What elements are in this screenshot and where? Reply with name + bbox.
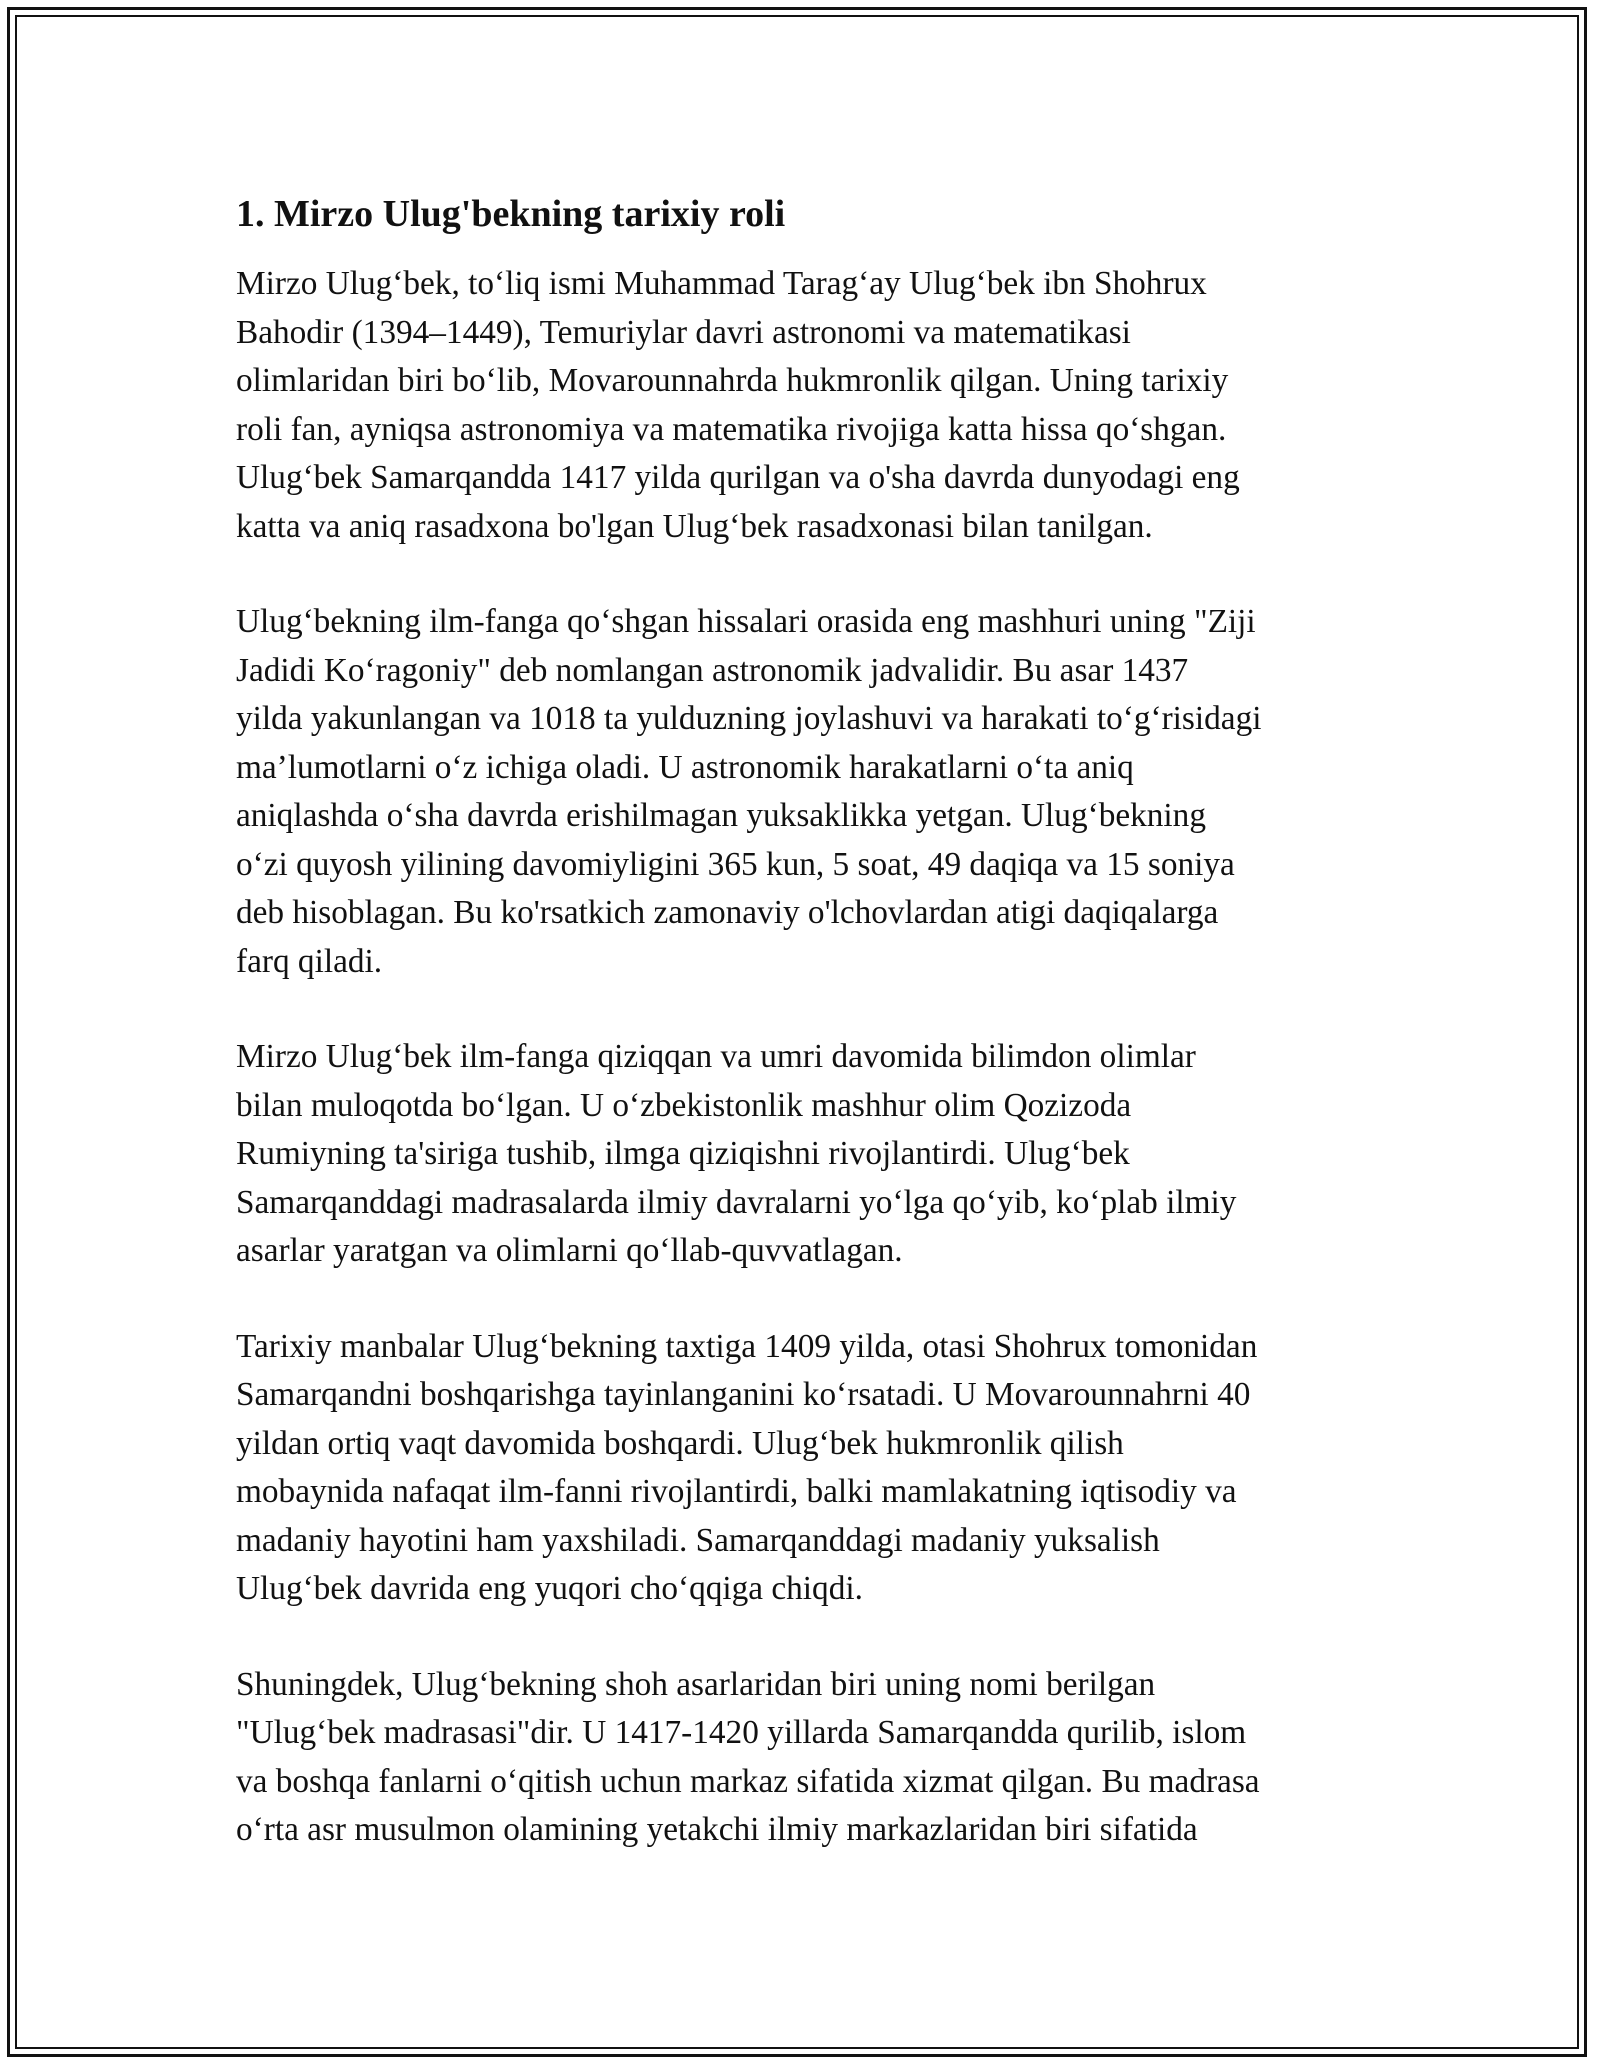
paragraph-line: va boshqa fanlarni o‘qitish uchun markaz sifatida xizmat qilgan. Bu madrasa bbox=[236, 1762, 1260, 1800]
paragraph-line: Shuningdek, Ulug‘bekning shoh asarlaridan biri uning nomi berilgan bbox=[236, 1665, 1156, 1703]
paragraph-line: ma’lumotlarni o‘z ichiga oladi. U astronomik harakatlarni o‘ta aniq bbox=[236, 748, 1134, 786]
section-heading: 1. Mirzo Ulug'bekning tarixiy roli bbox=[236, 193, 786, 235]
paragraph-line: Rumiyning ta'siriga tushib, ilmga qiziqishni rivojlantirdi. Ulug‘bek bbox=[236, 1135, 1130, 1172]
paragraph-line: aniqlashda o‘sha davrda erishilmagan yuksaklikka yetgan. Ulug‘bekning bbox=[236, 797, 1206, 834]
paragraph-line: katta va aniq rasadxona bo'lgan Ulug‘bek rasadxonasi bilan tanilgan. bbox=[236, 507, 1153, 545]
paragraph-line: roli fan, ayniqsa astronomiya va matematika rivojiga katta hissa qo‘shgan. bbox=[236, 410, 1227, 448]
paragraph-line: o‘zi quyosh yilining davomiyligini 365 kun, 5 soat, 49 daqiqa va 15 soniya bbox=[236, 845, 1235, 883]
paragraph-line: Mirzo Ulug‘bek ilm-fanga qiziqqan va umri davomida bilimdon olimlar bbox=[236, 1038, 1196, 1075]
paragraph-line: olimlaridan biri bo‘lib, Movarounnahrda hukmronlik qilgan. Uning tarixiy bbox=[236, 362, 1229, 399]
paragraph-line: Samarqandni boshqarishga tayinlanganini ko‘rsatadi. U Movarounnahrni 40 bbox=[236, 1376, 1251, 1413]
paragraph-line: Ulug‘bek Samarqandda 1417 yilda qurilgan va o'sha davrda dunyodagi eng bbox=[236, 459, 1240, 496]
paragraph-line: "Ulug‘bek madrasasi"dir. U 1417-1420 yillarda Samarqandda qurilib, islom bbox=[236, 1714, 1247, 1751]
paragraph-2 bbox=[236, 598, 1376, 986]
paragraph-line: mobaynida nafaqat ilm-fanni rivojlantirdi, balki mamlakatning iqtisodiy va bbox=[236, 1473, 1237, 1510]
paragraph-line: o‘rta asr musulmon olamining yetakchi ilmiy markazlaridan biri sifatida bbox=[236, 1811, 1198, 1848]
paragraph-line: Ulug‘bek davrida eng yuqori cho‘qqiga chiqdi. bbox=[236, 1570, 863, 1607]
paragraph-line: Jadidi Ko‘ragoniy" deb nomlangan astronomik jadvalidir. Bu asar 1437 bbox=[236, 651, 1189, 689]
paragraph-line: Tarixiy manbalar Ulug‘bekning taxtiga 1409 yilda, otasi Shohrux tomonidan bbox=[236, 1327, 1258, 1365]
paragraph-5 bbox=[236, 1661, 1376, 1855]
paragraph-line: madaniy hayotini ham yaxshiladi. Samarqanddagi madaniy yuksalish bbox=[236, 1521, 1160, 1559]
paragraph-line: farq qiladi. bbox=[236, 942, 383, 980]
paragraph-line: Ulug‘bekning ilm-fanga qo‘shgan hissalari orasida eng mashhuri uning "Ziji bbox=[236, 603, 1256, 640]
paragraph-line: Samarqanddagi madrasalarda ilmiy davralarni yo‘lga qo‘yib, ko‘plab ilmiy bbox=[236, 1183, 1237, 1221]
paragraph-4 bbox=[236, 1323, 1376, 1614]
paragraph-1 bbox=[236, 260, 1376, 551]
paragraph-3 bbox=[236, 1033, 1376, 1276]
document-body bbox=[236, 190, 1376, 1855]
paragraph-line: yildan ortiq vaqt davomida boshqardi. Ulug‘bek hukmronlik qilish bbox=[236, 1424, 1124, 1462]
paragraph-line: Bahodir (1394–1449), Temuriylar davri astronomi va matematikasi bbox=[236, 313, 1131, 351]
paragraph-line: yilda yakunlangan va 1018 ta yulduzning joylashuvi va harakati to‘g‘risidagi bbox=[236, 700, 1262, 737]
paragraph-line: bilan muloqotda bo‘lgan. U o‘zbekistonlik mashhur olim Qozizoda bbox=[236, 1086, 1132, 1124]
paragraph-line: deb hisoblagan. Bu ko'rsatkich zamonaviy o'lchovlardan atigi daqiqalarga bbox=[236, 894, 1219, 931]
paragraph-line: asarlar yaratgan va olimlarni qo‘llab-quvvatlagan. bbox=[236, 1232, 903, 1269]
paragraph-line: Mirzo Ulug‘bek, to‘liq ismi Muhammad Tarag‘ay Ulug‘bek ibn Shohrux bbox=[236, 265, 1207, 302]
